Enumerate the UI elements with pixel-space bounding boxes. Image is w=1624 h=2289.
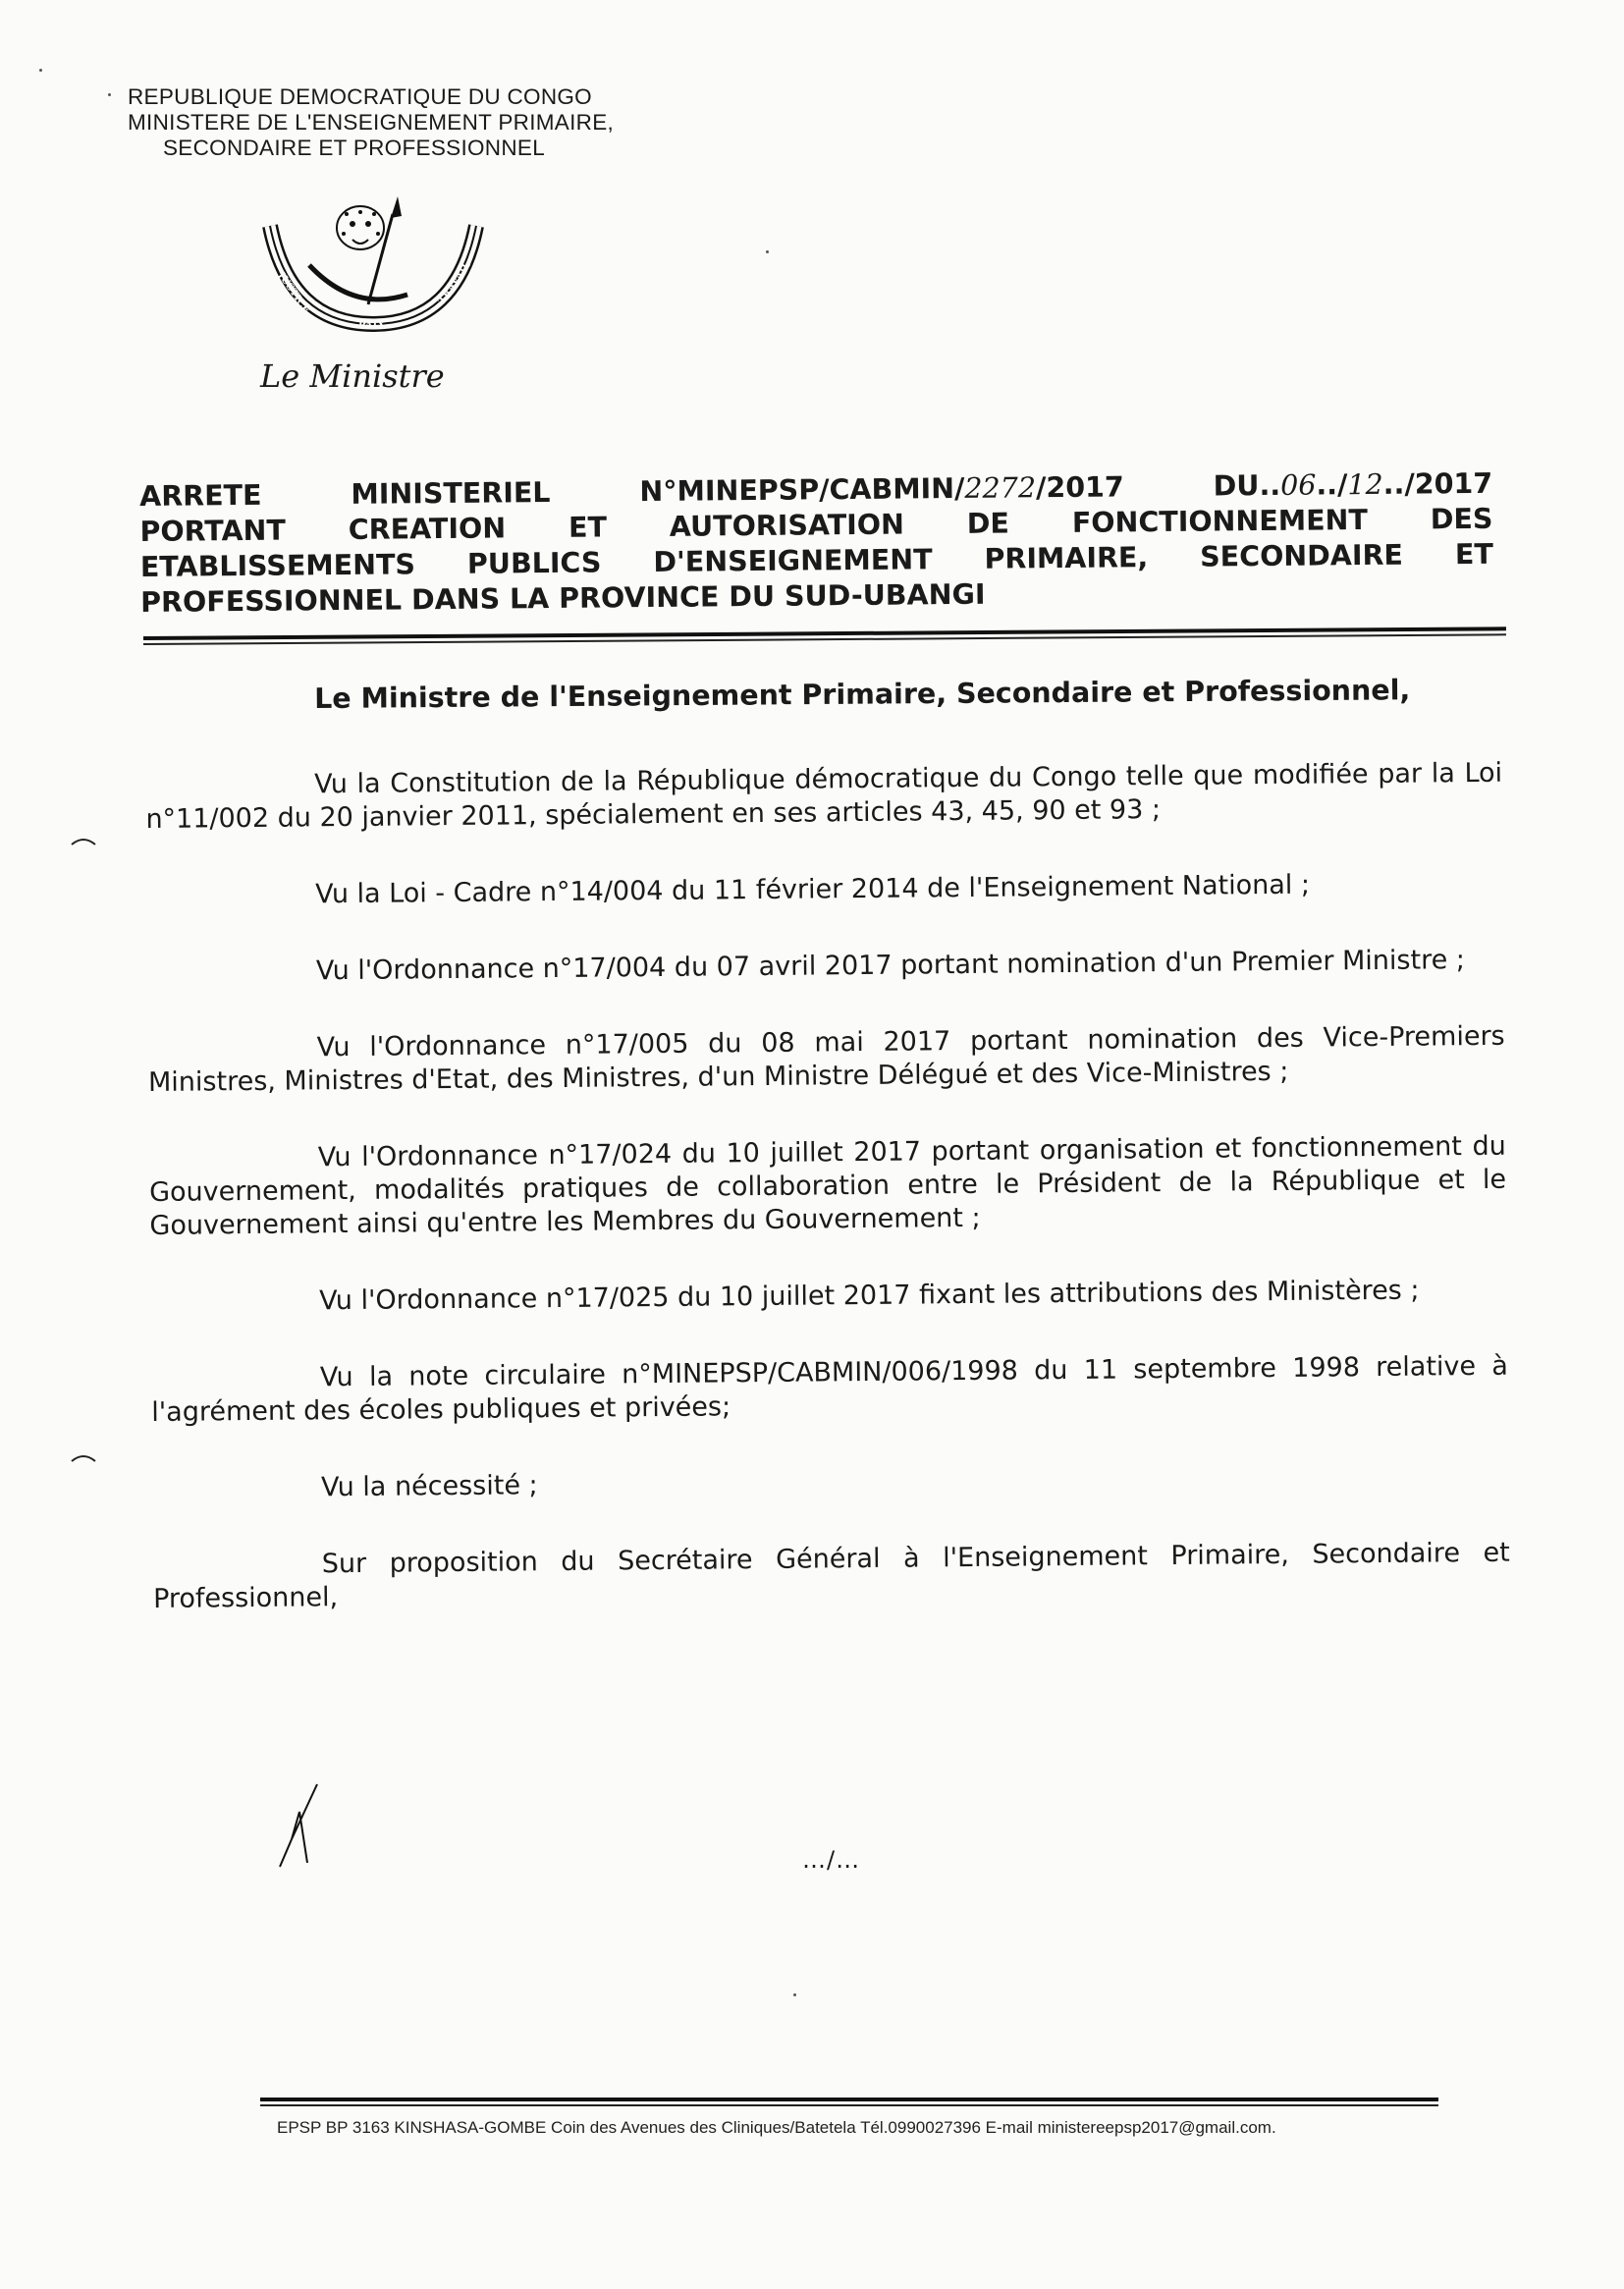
footer-divider [260, 2104, 1438, 2106]
decree-ref-du: /2017 DU.. [1035, 468, 1281, 505]
emblem-motto-left: JUSTICE [275, 270, 312, 316]
decree-preamble-heading: Le Ministre de l'Enseignement Primaire, Secondaire et Professionnel, [314, 674, 1411, 715]
decree-ref-sep: ../ [1316, 468, 1348, 502]
emblem-motto-right: TRAVAIL [436, 260, 473, 306]
considerations-list [145, 757, 1511, 1660]
consideration-paragraph: Vu la note circulaire n°MINEPSP/CABMIN/006/1998 du 11 septembre 1998 relative à l'agrément des écoles publiques et privées; [151, 1350, 1509, 1428]
scan-speck [766, 250, 769, 253]
scan-speck [108, 93, 111, 96]
consideration-paragraph: Vu la Loi - Cadre n°14/004 du 11 février 2014 de l'Enseignement National ; [315, 869, 1311, 910]
footer-address: EPSP BP 3163 KINSHASA-GOMBE Coin des Avenues des Cliniques/Batetela Tél.0990027396 E-mail ministereepsp2017@gmail.com. [277, 2118, 1276, 2137]
consideration-paragraph: Vu l'Ordonnance n°17/025 du 10 juillet 2017 fixant les attributions des Ministères ; [319, 1275, 1420, 1317]
decree-ref-prefix: ARRETE MINISTERIEL N°MINEPSP/CABMIN/ [139, 471, 965, 513]
letterhead-ministry-cont: SECONDAIRE ET PROFESSIONNEL [163, 136, 546, 160]
letterhead-ministry: MINISTERE DE L'ENSEIGNEMENT PRIMAIRE, [128, 110, 615, 135]
consideration-paragraph: Vu l'Ordonnance n°17/024 du 10 juillet 2017 portant organisation et fonctionnement du Gouvernement, modalités pratiques de collaboration entre le Président de la République et le Gouvernement ainsi qu'entre les Membres du Gouvernement ; [148, 1130, 1507, 1241]
initials-signature [270, 1782, 329, 1871]
decree-title-line: ETABLISSEMENTS PUBLICS D'ENSEIGNEMENT PRIMAIRE, SECONDAIRE ET [139, 537, 1493, 583]
decree-ref-year: ../2017 [1382, 466, 1493, 501]
consideration-paragraph: Vu la Constitution de la République démocratique du Congo telle que modifiée par la Loi n°11/002 du 20 janvier 2011, spécialement en ses articles 43, 45, 90 et 93 ; [145, 757, 1503, 835]
scan-speck [793, 1993, 796, 1996]
consideration-paragraph: Vu l'Ordonnance n°17/005 du 08 mai 2017 portant nomination des Vice-Premiers Ministres, Ministres d'Etat, des Ministres, d'un Ministre Délégué et des Vice-Ministres ; [147, 1020, 1505, 1098]
emblem-motto-bottom: PAIX [358, 320, 385, 331]
decree-month-handwritten: 12 [1347, 467, 1383, 502]
decree-day-handwritten: 06 [1279, 468, 1317, 502]
decree-title-line: PROFESSIONNEL DANS LA PROVINCE DU SUD-UBANGI [140, 577, 986, 619]
decree-title-line: PORTANT CREATION ET AUTORISATION DE FONCTIONNEMENT DES [139, 502, 1493, 548]
continued-mark: …/… [802, 1846, 861, 1874]
consideration-paragraph: Sur proposition du Secrétaire Général à l'Enseignement Primaire, Secondaire et Professionnel, [152, 1537, 1510, 1614]
decree-title [139, 466, 1493, 621]
signatory-heading: Le Ministre [260, 357, 445, 395]
margin-punch-mark [71, 1451, 96, 1463]
coat-of-arms-emblem [250, 196, 496, 344]
margin-punch-mark [71, 835, 96, 846]
letterhead [128, 84, 717, 161]
consideration-paragraph: Vu la nécessité ; [320, 1470, 538, 1503]
footer-divider [260, 2098, 1438, 2101]
scan-speck [39, 69, 42, 72]
letterhead-country: REPUBLIQUE DEMOCRATIQUE DU CONGO [128, 84, 592, 109]
decree-number-handwritten: 2272 [964, 471, 1037, 505]
consideration-paragraph: Vu l'Ordonnance n°17/004 du 07 avril 2017 portant nomination d'un Premier Ministre ; [315, 945, 1466, 987]
